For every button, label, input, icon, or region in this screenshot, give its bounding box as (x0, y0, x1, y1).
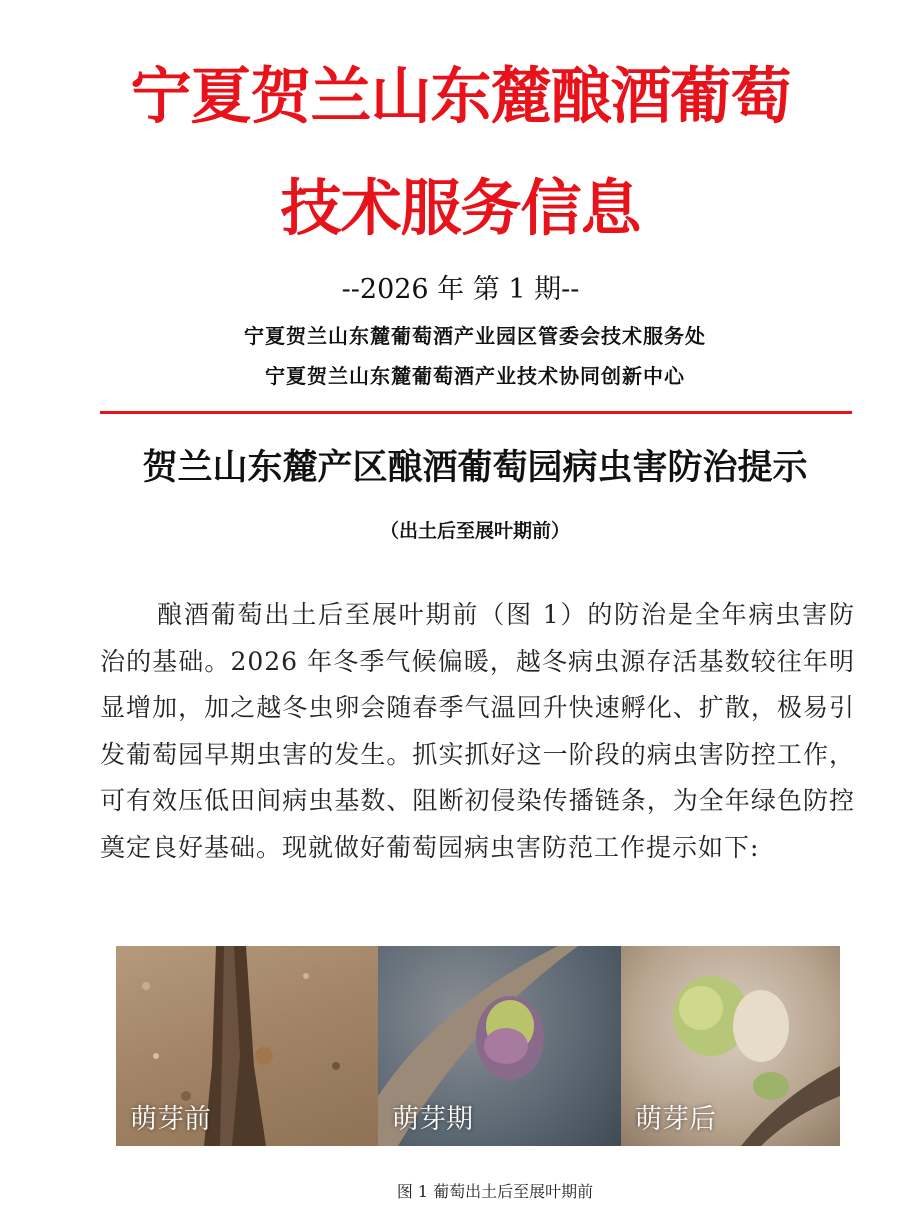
masthead-title-line-2: 技术服务信息 (280, 173, 641, 244)
article-paragraph: 酿酒葡萄出土后至展叶期前（图 1）的防治是全年病虫害防治的基础。2026 年冬季气候偏暖，越冬病虫源存活基数较往年明显增加，加之越冬虫卵会随春季气温回升快速孵化、扩散，极易引发葡萄园早期虫害的发生。抓实抓好这一阶段的病虫害防控工作，可有效压低田间病虫基数、阻断初侵染传播链条，为全年绿色防控奠定良好基础。现就做好葡萄园病虫害防范工作提示如下: (100, 600, 855, 862)
red-divider (100, 411, 852, 414)
publisher-org-1: 宁夏贺兰山东麓葡萄酒产业园区管委会技术服务处 (244, 324, 706, 348)
publisher-org-2: 宁夏贺兰山东麓葡萄酒产业技术协同创新中心 (265, 364, 685, 388)
masthead-title-line-1: 宁夏贺兰山东麓酿酒葡萄 (130, 61, 791, 132)
figure-caption: 图 1 葡萄出土后至展叶期前 (396, 1182, 594, 1201)
photo-label-after: 萌芽后 (635, 1104, 716, 1135)
photo-before-budding (116, 946, 378, 1146)
photo-budding (378, 946, 621, 1146)
photo-label-before: 萌芽前 (130, 1104, 211, 1135)
issue-number: --2026 年 第 1 期-- (341, 274, 580, 305)
photo-after-budding (621, 946, 840, 1146)
figure-photo-strip (116, 946, 840, 1146)
article-subtitle: （出土后至展叶期前） (379, 520, 570, 542)
photo-label-budding: 萌芽期 (392, 1104, 473, 1135)
article-title: 贺兰山东麓产区酿酒葡萄园病虫害防治提示 (142, 447, 808, 488)
